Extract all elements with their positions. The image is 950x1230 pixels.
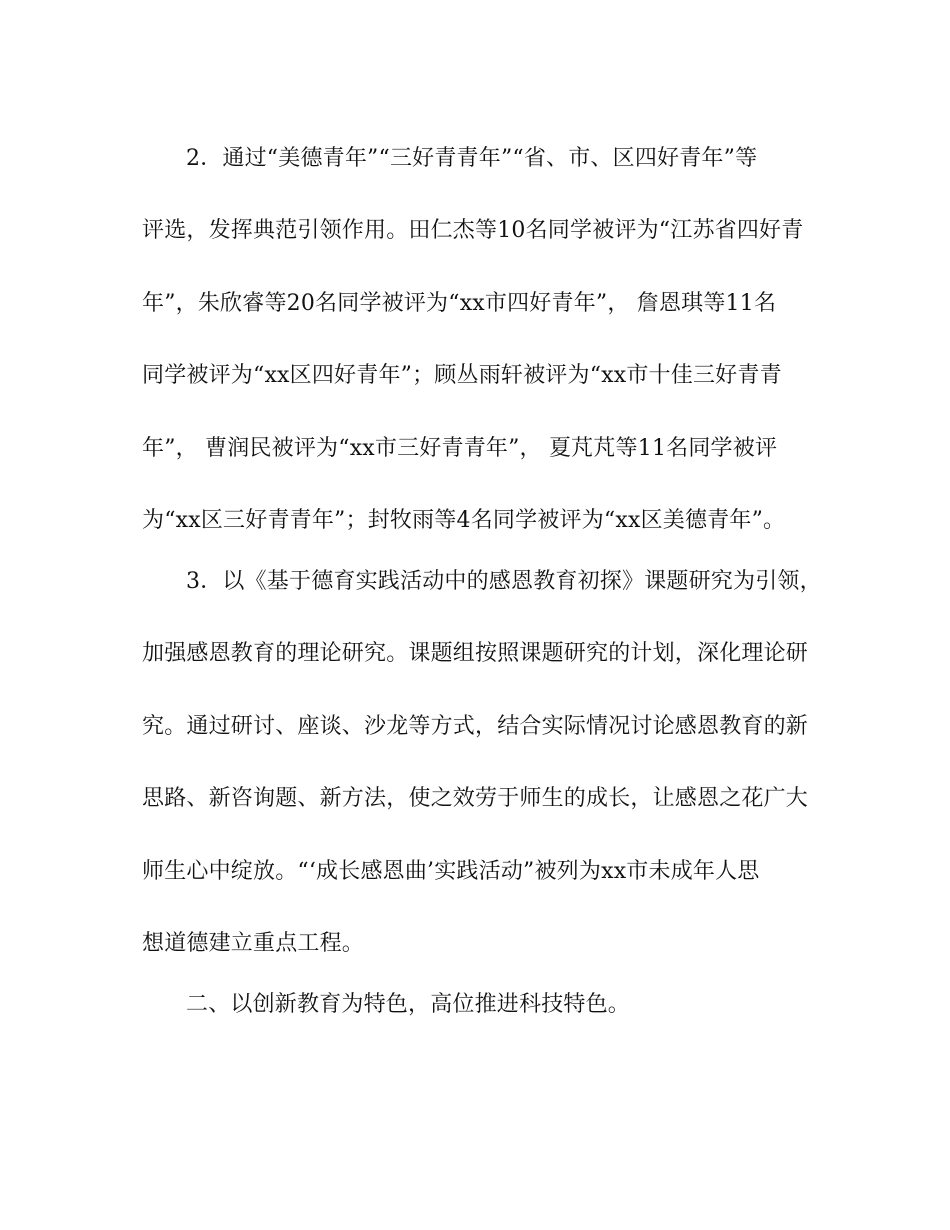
paragraph-3-line-3: 究。通过研讨、座谈、沙龙等方式，结合实际情况讨论感恩教育的新: [142, 714, 809, 739]
paragraph-2-line-6: 为“xx区三好青青年”；封牧雨等4名同学被评为“xx区美德青年”。: [142, 508, 786, 533]
paragraph-3-line-2: 加强感恩教育的理论研究。课题组按照课题研究的计划，深化理论研: [142, 641, 809, 666]
paragraph-3-line-6: 想道德建立重点工程。: [142, 931, 365, 956]
section-heading-2: 二、以创新教育为特色，高位推进科技特色。: [186, 992, 631, 1017]
paragraph-3-line-5: 师生心中绽放。“‘成长感恩曲’实践活动”被列为xx市未成年人思: [142, 859, 760, 884]
paragraph-2-line-1: 2．通过“美德青年”“三好青青年”“省、市、区四好青年”等: [186, 146, 758, 171]
paragraph-2-line-2: 评选，发挥典范引领作用。田仁杰等10名同学被评为“江苏省四好青: [142, 218, 804, 243]
paragraph-3-line-4: 思路、新咨询题、新方法，使之效劳于师生的成长，让感恩之花广大: [142, 786, 809, 811]
paragraph-3-line-1: 3．以《基于德育实践活动中的感恩教育初探》课题研究为引领，: [186, 569, 822, 594]
paragraph-2-line-5: 年”， 曹润民被评为“xx市三好青青年”， 夏芃芃等11名同学被评: [142, 436, 778, 461]
paragraph-2-line-4: 同学被评为“xx区四好青年”；顾丛雨轩被评为“xx市十佳三好青青: [142, 363, 782, 388]
paragraph-2-line-3: 年”，朱欣睿等20名同学被评为“xx市四好青年”， 詹恩琪等11名: [142, 291, 777, 316]
